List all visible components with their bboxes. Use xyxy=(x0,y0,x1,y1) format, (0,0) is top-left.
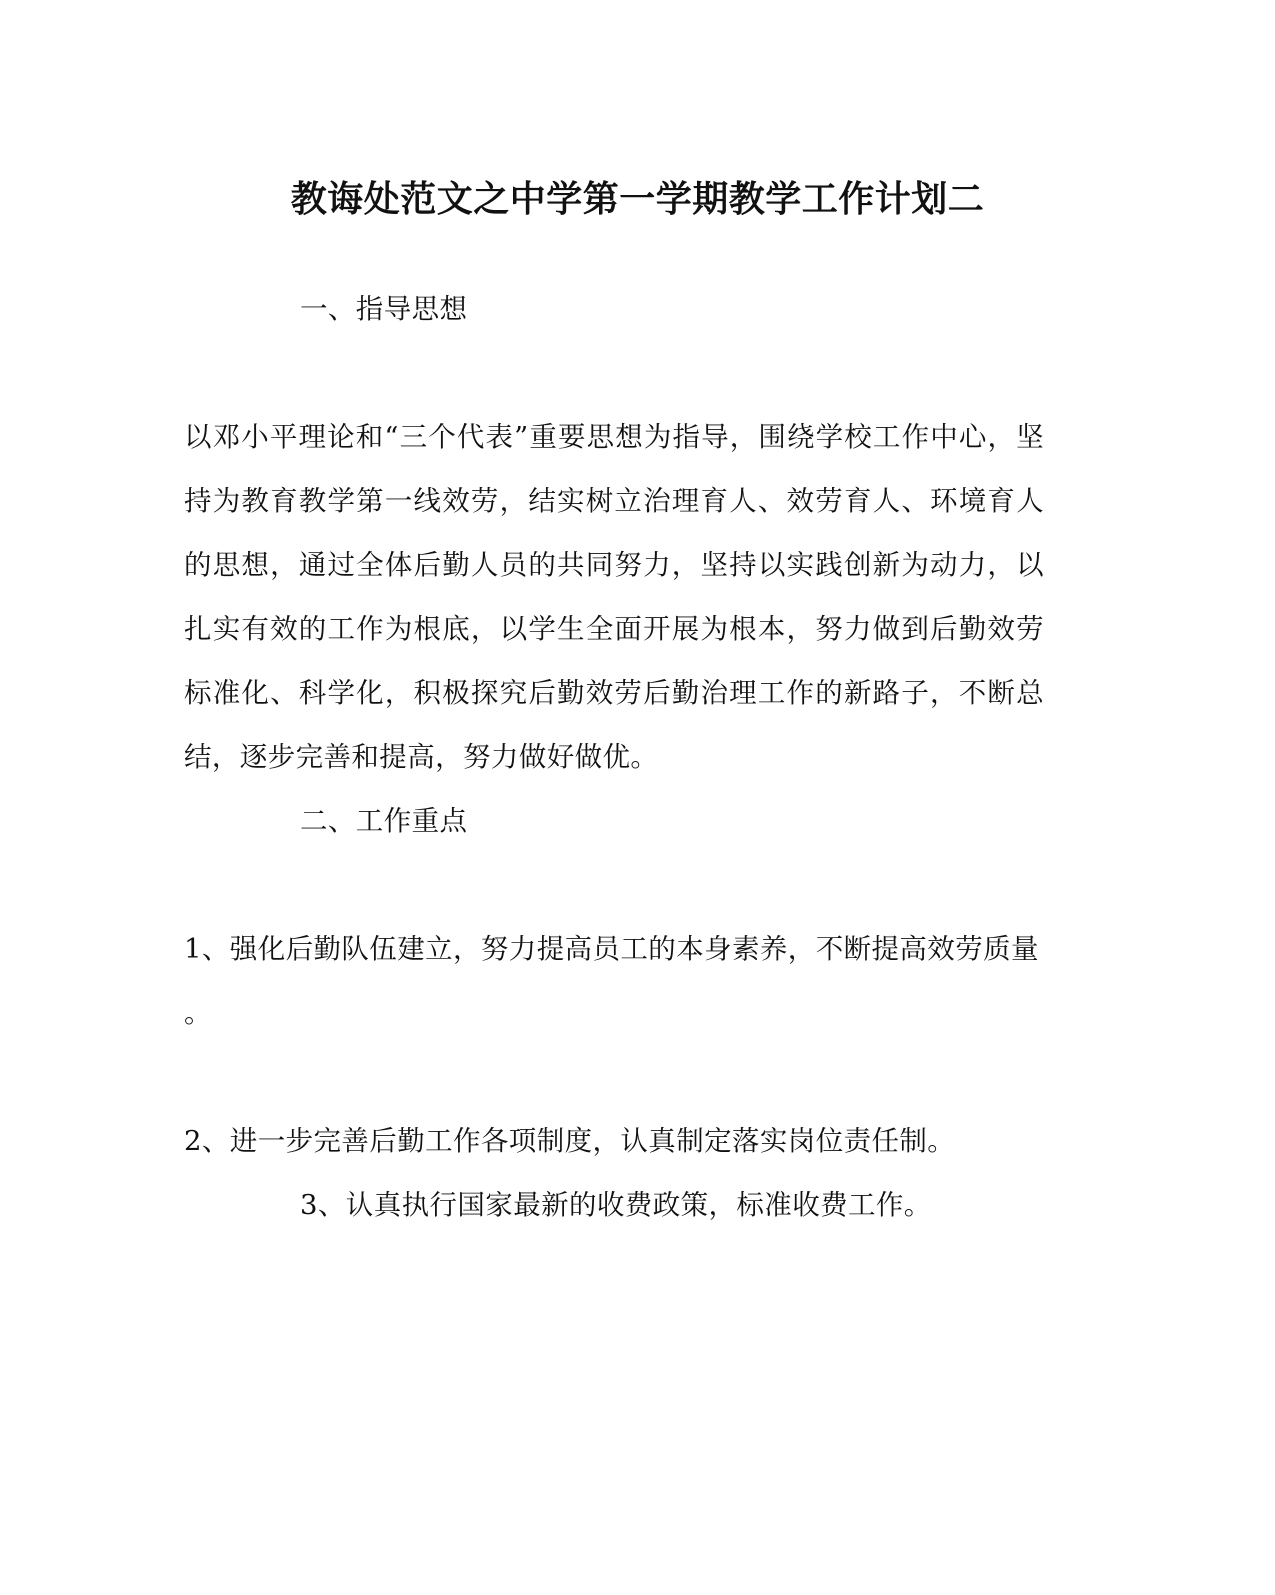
paragraph-line: 扎实有效的工作为根底，以学生全面开展为根本，努力做到后勤效劳 xyxy=(184,613,1044,645)
list-item-2: 2、进一步完善后勤工作各项制度，认真制定落实岗位责任制。 xyxy=(184,1125,956,1157)
document-title: 教诲处范文之中学第一学期教学工作计划二 xyxy=(290,178,985,220)
list-item-3: 3、认真执行国家最新的收费政策，标准收费工作。 xyxy=(300,1189,932,1221)
section-heading-guiding-ideology: 一、指导思想 xyxy=(300,293,468,325)
paragraph-line: 标准化、科学化，积极探究后勤效劳后勤治理工作的新路子，不断总 xyxy=(184,677,1044,709)
paragraph-line: 以邓小平理论和“三个代表”重要思想为指导，围绕学校工作中心，坚 xyxy=(184,421,1044,453)
section-heading-work-focus: 二、工作重点 xyxy=(300,805,468,837)
paragraph-line: 结，逐步完善和提高，努力做好做优。 xyxy=(184,741,659,773)
list-item-1-continuation: 。 xyxy=(184,997,212,1029)
list-item-1: 1、强化后勤队伍建立，努力提高员工的本身素养，不断提高效劳质量 xyxy=(184,933,1039,965)
paragraph-line: 的思想，通过全体后勤人员的共同努力，坚持以实践创新为动力，以 xyxy=(184,549,1044,581)
paragraph-line: 持为教育教学第一线效劳，结实树立治理育人、效劳育人、环境育人 xyxy=(184,485,1044,517)
